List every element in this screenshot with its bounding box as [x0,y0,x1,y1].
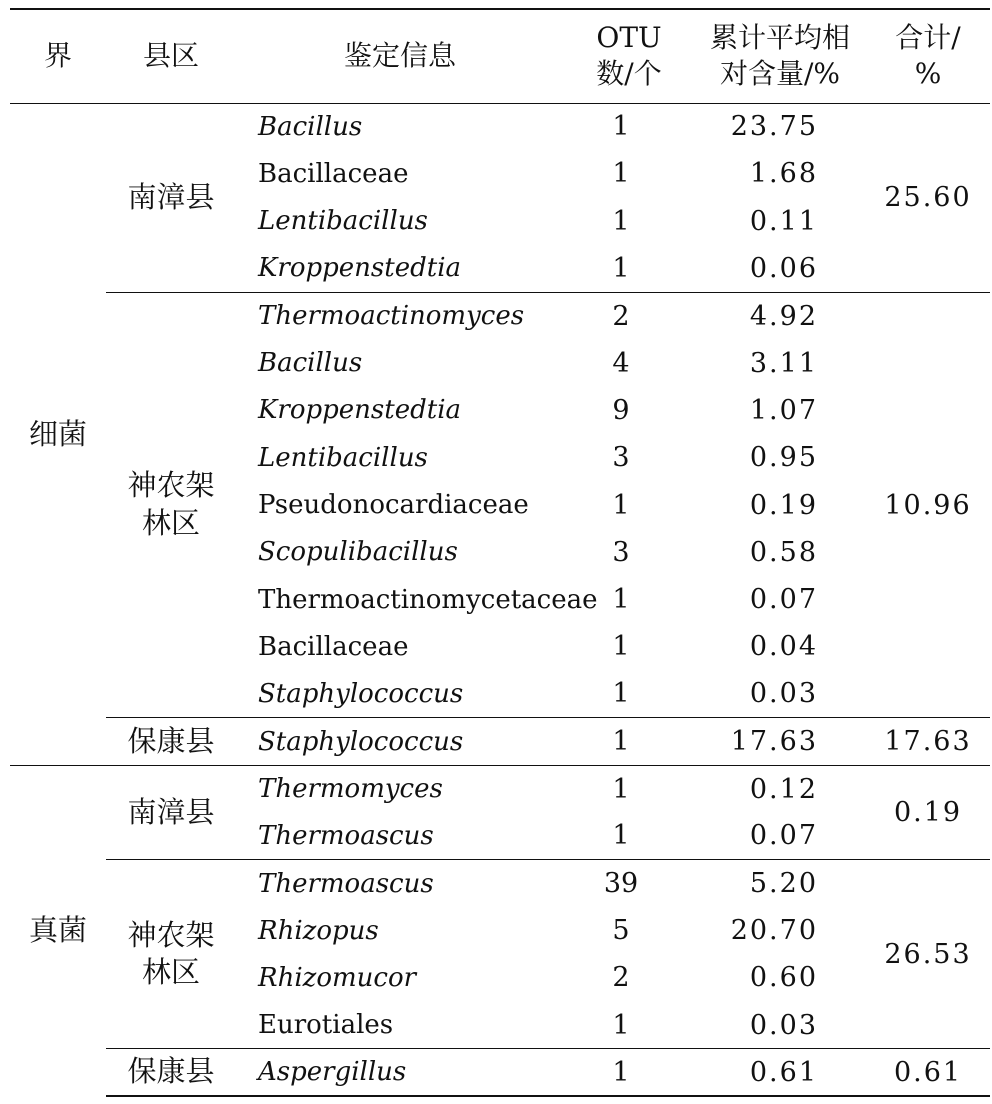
header-abundance [694,9,866,103]
table-body [10,103,990,1096]
identification-cell: Rhizopus [258,915,379,946]
identification-cell: Bacillus [258,348,363,379]
otu-count-cell: 1 [612,678,630,710]
identification-cell: Staphylococcus [258,678,464,709]
abundance-cell: 5.20 [694,860,866,907]
identification-cell: Lentibacillus [258,206,428,237]
header-abundance-line2: 对含量/% [719,57,841,91]
otu-count-cell: 4 [612,347,630,379]
total-cell: 25.60 [884,182,972,214]
otu-count-cell: 1 [612,111,630,143]
identification-cell: Thermoascus [236,860,564,907]
county-cell: 南漳县 [106,765,236,860]
abundance-cell: 0.60 [749,962,818,994]
identification-cell: Bacillaceae [258,631,409,662]
otu-count-cell: 1 [612,489,630,521]
table-row [10,1049,990,1096]
identification-cell: Thermomyces [236,765,564,812]
table-row [10,718,990,765]
strain-identification-table [10,8,990,1097]
county-cell: 保康县 [106,1049,236,1096]
total-cell: 0.19 [866,765,990,860]
identification-cell: Kroppenstedtia [258,395,462,426]
otu-count-cell: 1 [564,1049,694,1096]
header-identification: 鉴定信息 [236,9,564,103]
header-row [10,9,990,103]
abundance-cell: 1.07 [749,394,818,426]
otu-count-cell: 2 [612,962,630,994]
header-total-line1: 合计/ [895,20,961,54]
kingdom-cell: 真菌 [10,765,106,1096]
abundance-cell: 0.19 [749,489,818,521]
table-row [10,292,990,339]
abundance-cell: 0.03 [749,1009,818,1041]
abundance-cell: 20.70 [730,915,818,947]
header-total [866,9,990,103]
identification-cell: Rhizomucor [258,962,417,993]
abundance-cell: 0.95 [749,442,818,474]
kingdom-cell: 细菌 [28,416,87,451]
abundance-cell: 0.04 [749,631,818,663]
identification-cell: Scopulibacillus [258,537,458,568]
county-cell: 保康县 [106,718,236,765]
table-header [10,9,990,103]
total-cell: 0.61 [866,1049,990,1096]
table-row [10,860,990,907]
identification-cell: Eurotiales [258,1010,394,1041]
abundance-cell: 0.11 [749,205,818,237]
abundance-cell: 0.58 [749,536,818,568]
abundance-cell: 23.75 [730,111,818,143]
identification-cell: Bacillus [258,111,363,142]
otu-count-cell: 2 [564,292,694,339]
abundance-cell: 0.07 [749,584,818,616]
header-kingdom: 界 [10,9,106,103]
identification-cell: Lentibacillus [258,442,428,473]
identification-cell: Staphylococcus [236,718,564,765]
header-abundance-line1: 累计平均相 [709,20,850,54]
otu-count-cell: 9 [612,394,630,426]
identification-cell: Bacillaceae [258,158,409,189]
county-cell [106,860,236,1049]
otu-count-cell: 39 [564,860,694,907]
abundance-cell: 0.12 [694,765,866,812]
table-row [10,765,990,812]
identification-cell: Kroppenstedtia [258,253,462,284]
abundance-cell: 0.03 [749,678,818,710]
total-cell: 26.53 [866,860,990,1049]
table-row [10,103,990,150]
county-line2: 林区 [141,955,200,990]
otu-count-cell: 1 [564,718,694,765]
otu-count-cell: 1 [564,765,694,812]
abundance-cell: 17.63 [694,718,866,765]
abundance-cell: 0.61 [694,1049,866,1096]
otu-count-cell: 3 [612,442,630,474]
county-cell [106,292,236,718]
abundance-cell: 1.68 [749,158,818,190]
county-line2: 林区 [141,506,200,541]
county-line1: 神农架 [127,917,215,952]
otu-count-cell: 1 [612,205,630,237]
otu-count-cell: 1 [612,252,630,284]
otu-count-cell: 1 [612,631,630,663]
otu-count-cell: 1 [612,158,630,190]
otu-count-cell: 5 [612,915,630,947]
abundance-cell: 0.06 [749,252,818,284]
identification-cell: Thermoascus [258,820,434,851]
otu-count-cell: 1 [612,820,630,852]
identification-cell: Thermoactinomyces [236,292,564,339]
identification-cell: Pseudonocardiaceae [258,490,529,521]
total-cell: 17.63 [866,718,990,765]
abundance-cell: 4.92 [694,292,866,339]
abundance-cell: 0.07 [749,820,818,852]
header-total-line2: % [914,57,942,91]
header-otu-line2: 数/个 [596,57,662,91]
county-line1: 神农架 [127,468,215,503]
total-cell: 10.96 [866,292,990,718]
county-cell: 南漳县 [127,179,215,214]
header-otu-line1: OTU [596,20,662,54]
identification-cell: Thermoactinomycetaceae [258,584,598,615]
header-otu-count [564,9,694,103]
otu-count-cell: 1 [612,584,630,616]
otu-count-cell: 3 [612,536,630,568]
abundance-cell: 3.11 [749,347,818,379]
otu-count-cell: 1 [612,1009,630,1041]
header-county: 县区 [106,9,236,103]
identification-cell: Aspergillus [236,1049,564,1096]
